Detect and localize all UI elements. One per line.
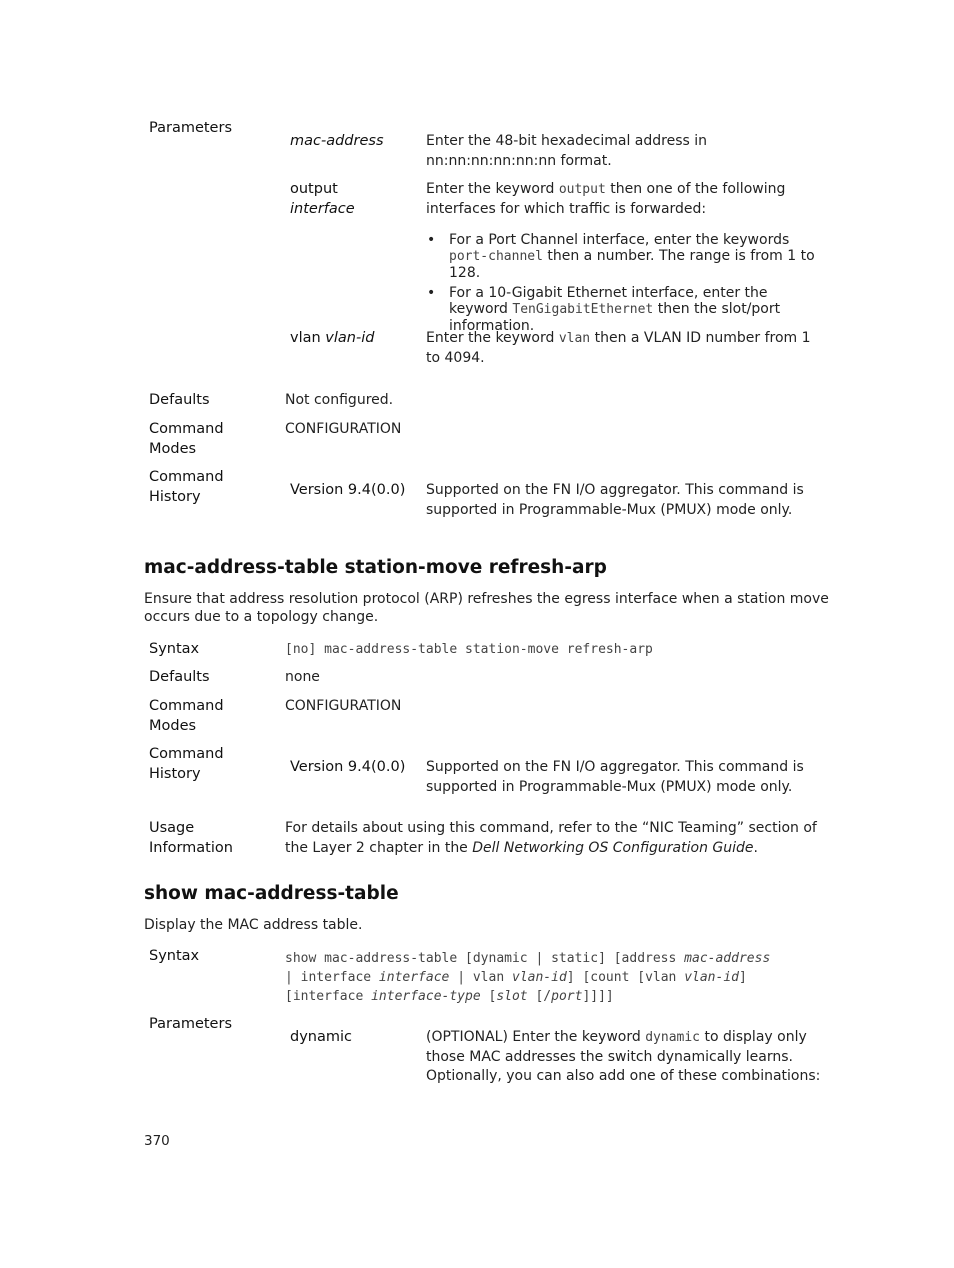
bullet-tengigabit: • For a 10-Gigabit Ethernet interface, enter the keyword TenGigabitEthernet then the slot/port information.: [426, 285, 826, 334]
command-history-label: Command History: [149, 746, 224, 782]
history-desc: Supported on the FN I/O aggregator. This command is supported in Programmable-Mux (PMUX) mode only.: [426, 482, 804, 518]
page-number: 370: [144, 1133, 170, 1149]
section-title-station-move: mac-address-table station-move refresh-arp: [144, 557, 607, 578]
param-vlan-desc: Enter the keyword vlan then a VLAN ID number from 1 to 4094.: [426, 330, 811, 366]
defaults-value: Not configured.: [285, 392, 394, 408]
usage-information-text: For details about using this command, refer to the “NIC Teaming” section of the Layer 2 chapter in the Dell Networking OS Configuration Guide.: [285, 820, 817, 856]
section-intro-station-move: Ensure that address resolution protocol (ARP) refreshes the egress interface when a station move occurs due to a topology change.: [144, 591, 829, 625]
command-modes-label: Command Modes: [149, 421, 224, 457]
section-intro-show-mac-address-table: Display the MAC address table.: [144, 917, 363, 933]
command-modes-value: CONFIGURATION: [285, 698, 402, 714]
syntax-value: [no] mac-address-table station-move refresh-arp: [285, 642, 653, 657]
usage-information-label: Usage Information: [149, 820, 233, 856]
history-version: Version 9.4(0.0): [290, 482, 406, 498]
parameters-label: Parameters: [149, 120, 232, 136]
param-output-interface-name: output interface: [290, 181, 355, 217]
command-modes-label: Command Modes: [149, 698, 224, 734]
defaults-label: Defaults: [149, 392, 210, 408]
section-title-show-mac-address-table: show mac-address-table: [144, 883, 399, 904]
param-output-interface-desc: Enter the keyword output then one of the following interfaces for which traffic is forwarded:: [426, 181, 786, 217]
param-dynamic-name: dynamic: [290, 1029, 352, 1045]
syntax-label: Syntax: [149, 948, 200, 964]
history-desc: Supported on the FN I/O aggregator. This command is supported in Programmable-Mux (PMUX) mode only.: [426, 759, 804, 795]
parameters-label: Parameters: [149, 1016, 232, 1032]
param-dynamic-desc: (OPTIONAL) Enter the keyword dynamic to display only those MAC addresses the switch dynamically learns. Optionally, you can also add one of these combinations:: [426, 1029, 821, 1084]
param-vlan-name: vlan vlan-id: [290, 330, 375, 346]
interface-bullet-list: [426, 232, 826, 338]
syntax-value: show mac-address-table [dynamic | static] [address mac-address | interface interface | vlan vlan-id] [count [vlan vlan-id] [interface interface-type [slot [/port]]]]: [285, 951, 771, 1004]
command-history-label: Command History: [149, 469, 224, 505]
syntax-label: Syntax: [149, 641, 200, 657]
param-mac-address-name: mac-address: [290, 133, 384, 149]
defaults-label: Defaults: [149, 669, 210, 685]
bullet-port-channel: • For a Port Channel interface, enter the keywords port-channel then a number. The range is from 1 to 128.: [426, 232, 826, 281]
history-version: Version 9.4(0.0): [290, 759, 406, 775]
param-mac-address-desc: Enter the 48-bit hexadecimal address in nn:nn:nn:nn:nn:nn format.: [426, 133, 707, 169]
defaults-value: none: [285, 669, 320, 685]
command-modes-value: CONFIGURATION: [285, 421, 402, 437]
